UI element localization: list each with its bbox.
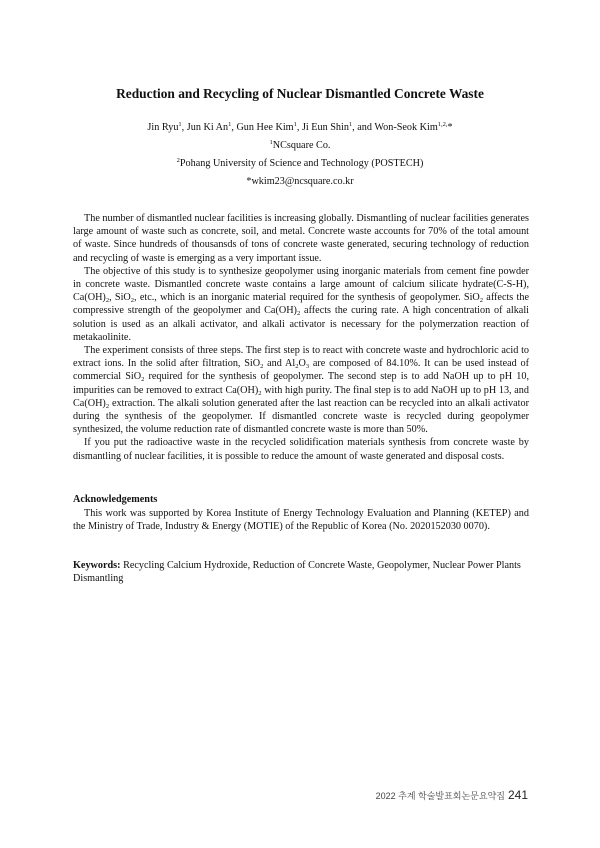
subscript: 2	[130, 297, 135, 305]
text-run: , etc., which is an inorganic material required for the synthesis of geopolymer. SiO	[134, 292, 480, 304]
text-run: affects the compressive strength of the geopolymer and Ca(OH)	[73, 292, 529, 317]
acknowledgements-heading: Acknowledgements	[73, 494, 158, 505]
subscript: 2	[296, 310, 301, 318]
text-run: and Al	[263, 358, 296, 370]
abstract-body	[73, 212, 529, 463]
text-run: extraction. The alkali solution generated after the last reaction can be recycled into an alkali activator during the synthesis of the geopolymer. If dismantled concrete waste is recycled during geopolymer synthesized, the volume reduction rate of dismantled concrete waste is more than 50%.	[73, 397, 529, 436]
body-paragraph-3	[73, 344, 529, 436]
subscript: 2	[479, 297, 484, 305]
affiliation-2	[0, 158, 600, 169]
affiliation-1	[0, 140, 600, 151]
author-affiliation-mark: 1	[348, 121, 353, 128]
author-affiliation-mark: 1	[293, 121, 297, 128]
keywords	[73, 559, 529, 585]
subscript: 2	[105, 402, 110, 410]
affiliation-mark: 2	[176, 157, 180, 164]
keywords-text: Recycling Calcium Hydroxide, Reduction of Concrete Waste, Geopolymer, Nuclear Power Plants Dismantling	[73, 560, 521, 585]
text-run: affects the curing rate. A high concentration of alkali solution is used as an alkali activator, and alkali activator is necessary for the polymerzation reaction of metakaolinite.	[73, 305, 529, 343]
subscript: 2	[105, 297, 110, 305]
affiliation-name: NCsquare Co.	[272, 140, 331, 151]
subscript: 2	[260, 363, 264, 371]
text-run: required for the synthesis of geopolymer. The second step is to add NaOH up to pH 10, impurities can be removed to extract Ca(OH)	[73, 371, 529, 396]
author-list	[0, 122, 600, 133]
page-footer	[376, 788, 528, 802]
author-name: , Ji Eun Shin	[296, 122, 349, 133]
affiliation-name: Pohang University of Science and Technology (POSTECH)	[179, 158, 424, 169]
author-name: , Jun Ki An	[181, 122, 229, 133]
acknowledgements-text: This work was supported by Korea Institute of Energy Technology Evaluation and Planning (KETEP) and the Ministry of Trade, Industry & Energy (MOTIE) of the Republic of Korea (No. 2020152030 0070).	[73, 508, 529, 533]
page-number: 241	[507, 788, 528, 802]
author-affiliation-mark: 1	[178, 121, 182, 128]
corresponding-mark: *	[447, 122, 453, 133]
text-run: The objective of this study is to synthesize geopolymer using inorganic materials from cement fine powder in concrete waste. Dismantled concrete waste contains a large amount of calcium silicate hydrate(C-S-H), Ca(OH)	[73, 265, 529, 304]
body-paragraph-4: If you put the radioactive waste in the recycled solidification materials synthesis from concrete waste by dismantling of nuclear facilities, it is possible to reduce the amount of waste generated and disposal costs.	[73, 437, 529, 462]
author-affiliation-mark: 1,2,	[437, 121, 448, 128]
text-run: The experiment consists of three steps. The first step is to react with concrete waste and hydrochloric acid to extract ions. In the solid after filtration, SiO	[73, 345, 529, 370]
paper-title: Reduction and Recycling of Nuclear Dismantled Concrete Waste	[116, 86, 484, 101]
text-run: O	[298, 358, 306, 370]
text-run: are composed of 84.10%. It can be used instead of commercial SiO	[73, 358, 529, 383]
text-run: with high purity. The final step is to add NaOH up to pH 13, and Ca(OH)	[73, 384, 529, 409]
proceedings-title: 2022 추계 학술발표회논문요약집	[375, 791, 505, 801]
text-run: , SiO	[109, 292, 131, 304]
author-name: Jin Ryu	[147, 122, 179, 133]
subscript: 3	[305, 363, 310, 371]
body-paragraph-2	[73, 265, 529, 344]
author-affiliation-mark: 1	[228, 121, 232, 128]
corresponding-email: *wkim23@ncsquare.co.kr	[246, 176, 354, 187]
body-paragraph-1: The number of dismantled nuclear facilities is increasing globally. Dismantling of nuclear facilities generates large amount of waste such as concrete, soil, and metal. Concrete waste accounts for 70% of the total amount of waste. Since hundreds of thousansds of tons of concrete waste generated, securing technology of reduction and recycling of waste is emerging as a very important issue.	[73, 213, 529, 264]
subscript: 2	[141, 376, 145, 384]
affiliation-mark: 1	[269, 139, 273, 146]
author-name: , Gun Hee Kim	[231, 122, 294, 133]
subscript: 2	[258, 389, 262, 397]
author-name: , and Won-Seok Kim	[352, 122, 438, 133]
subscript: 2	[295, 363, 299, 371]
keywords-label: Keywords:	[73, 560, 121, 571]
